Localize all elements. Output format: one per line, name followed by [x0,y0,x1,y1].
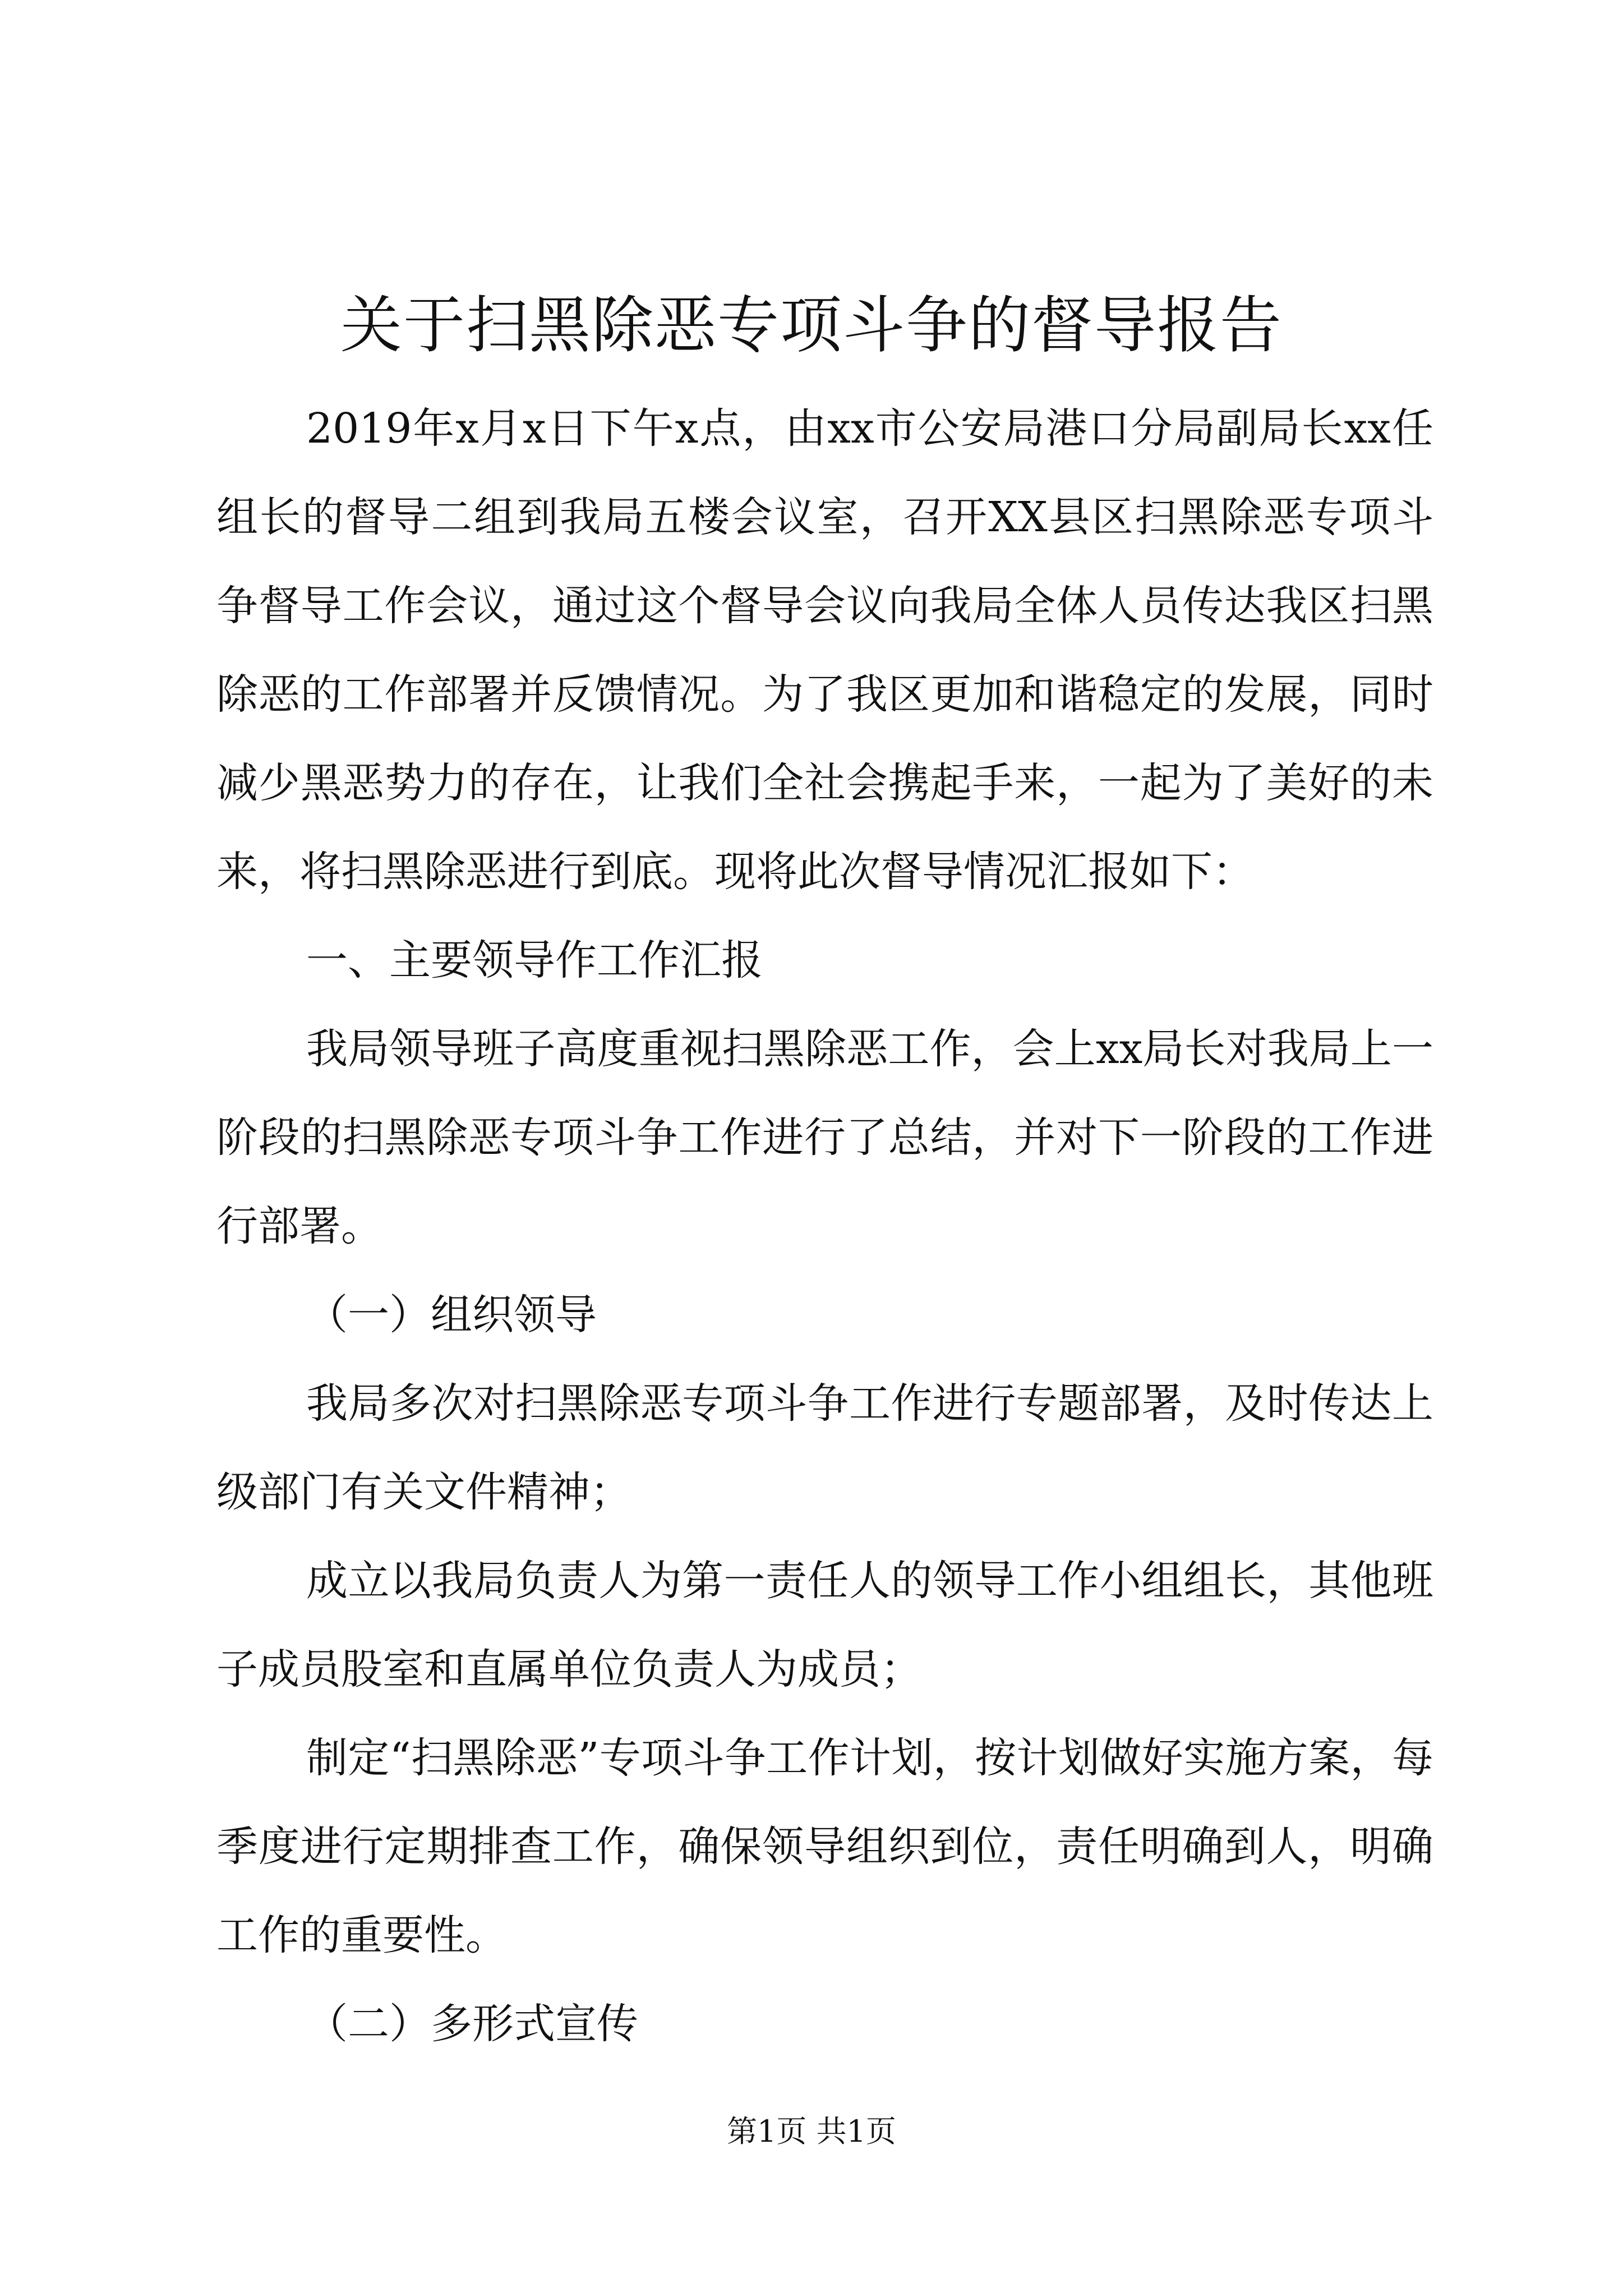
paragraph-work-plan: 制定“扫黑除恶”专项斗争工作计划，按计划做好实施方案，每季度进行定期排查工作，确保领导组织到位，责任明确到人，明确工作的重要性。 [216,1734,1433,1959]
paragraph-deployment: 我局多次对扫黑除恶专项斗争工作进行专题部署，及时传达上级部门有关文件精神； [216,1379,1433,1516]
subsection-heading-1: （一）组织领导 [306,1291,597,1339]
subsection-heading-2: （二）多形式宣传 [306,2000,638,2048]
paragraph-leadership-summary: 我局领导班子高度重视扫黑除恶工作，会上xx局长对我局上一阶段的扫黑除恶专项斗争工作进行了总结，并对下一阶段的工作进行部署。 [216,1025,1433,1250]
paragraph-working-group: 成立以我局负责人为第一责任人的领导工作小组组长，其他班子成员股室和直属单位负责人为成员； [216,1557,1433,1694]
document-body [216,384,1433,2068]
section-heading-1: 一、主要领导作工作汇报 [306,936,763,984]
document-title: 关于扫黑除恶专项斗争的督导报告 [340,289,1283,361]
paragraph-intro: 2019年x月x日下午x点，由xx市公安局港口分局副局长xx任组长的督导二组到我局五楼会议室，召开XX县区扫黑除恶专项斗争督导工作会议，通过这个督导会议向我局全体人员传达我区扫黑除恶的工作部署并反馈情况。为了我区更加和谐稳定的发展，同时减少黑恶势力的存在，让我们全社会携起手来，一起为了美好的未来，将扫黑除恶进行到底。现将此次督导情况汇报如下： [216,404,1433,896]
page-footer: 第1页 共1页 [727,2114,896,2149]
